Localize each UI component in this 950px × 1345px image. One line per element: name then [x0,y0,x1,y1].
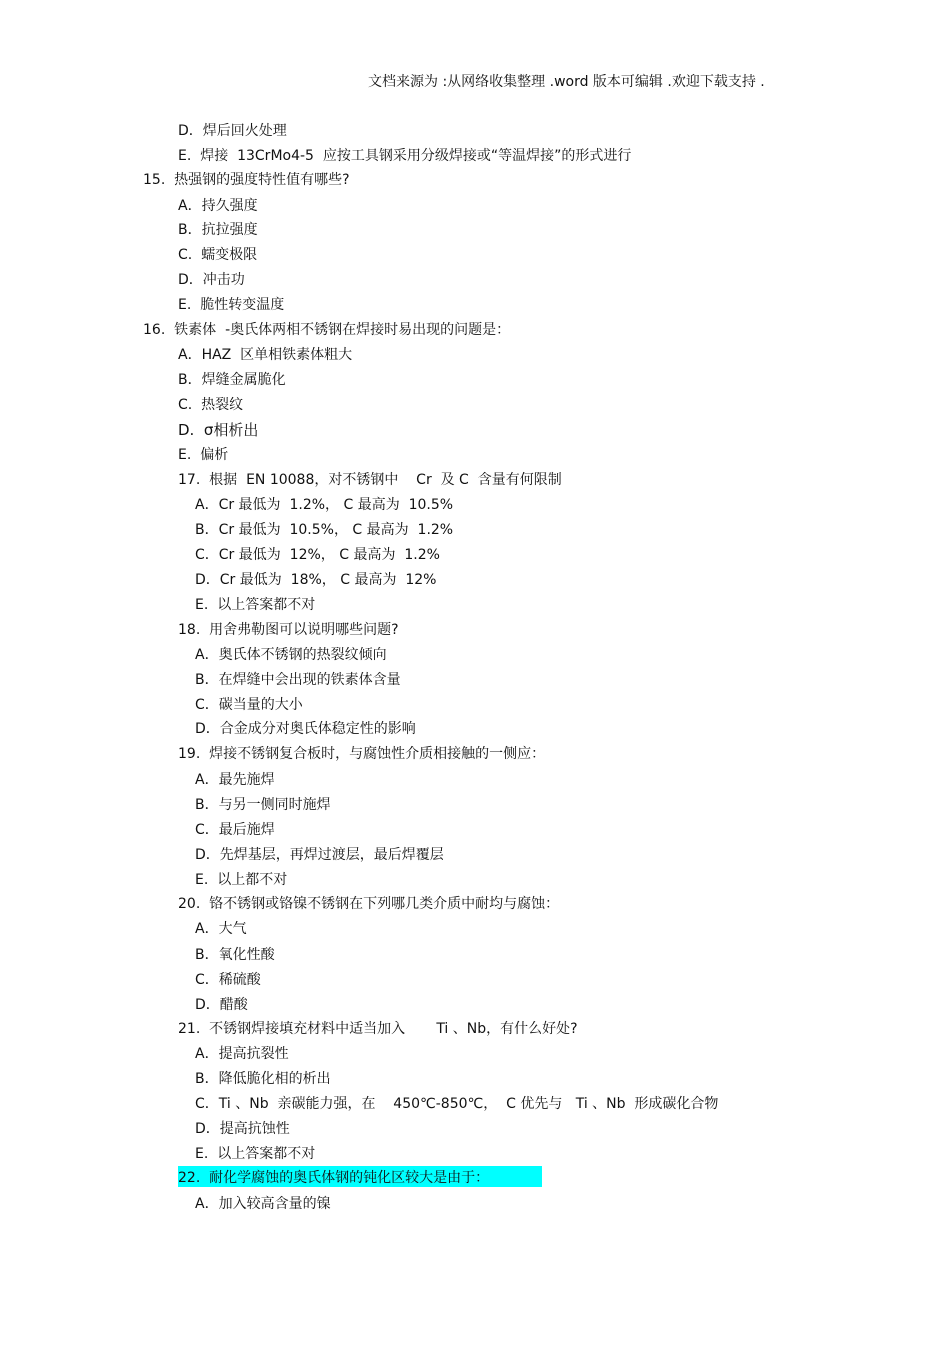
option-line: D．冲击功 [178,272,245,288]
question-line: 17. 根据 EN 10088，对不锈钢中 Cr 及 C 含量有何限制 [178,472,562,488]
option-line: C．最后施焊 [195,822,275,838]
question-line: 21. 不锈钢焊接填充材料中适当加入 Ti 、Nb，有什么好处? [178,1021,578,1037]
highlighted-question-line: 22. 耐化学腐蚀的奥氏体钢的钝化区较大是由于： [178,1170,490,1186]
option-line: B．抗拉强度 [178,222,258,238]
option-line: B．在焊缝中会出现的铁素体含量 [195,672,401,688]
option-line: E. 以上都不对 [195,872,288,888]
question-line: 20. 铬不锈钢或铬镍不锈钢在下列哪几类介质中耐均与腐蚀： [178,896,560,912]
option-line: D．醋酸 [195,997,248,1013]
option-line: B．Cr 最低为 10.5%， C 最高为 1.2% [195,522,454,538]
option-line: E. 以上答案都不对 [195,1146,316,1162]
option-line: D．焊后回火处理 [178,123,287,139]
option-line: D．合金成分对奥氏体稳定性的影响 [195,721,416,737]
option-line: A．最先施焊 [195,772,275,788]
option-line: E. 焊接 13CrMo4-5 应按工具钢采用分级焊接或“等温焊接”的形式进行 [178,148,632,164]
option-line: D．Cr 最低为 18%， C 最高为 12% [195,572,437,588]
option-line: A．加入较高含量的镍 [195,1196,331,1212]
question-line: 19. 焊接不锈钢复合板时，与腐蚀性介质相接触的一侧应： [178,746,546,762]
option-line: E. 偏析 [178,447,229,463]
option-line: A．奥氏体不锈钢的热裂纹倾向 [195,647,387,663]
option-line: C. 热裂纹 [178,397,244,413]
option-line: B．降低脆化相的析出 [195,1071,331,1087]
option-line: C．Ti 、Nb 亲碳能力强，在 450℃-850℃， C 优先与 Ti 、Nb 形成碳化合物 [195,1096,719,1112]
option-line: C．Cr 最低为 12%， C 最高为 1.2% [195,547,440,563]
option-line: A．大气 [195,921,247,937]
option-line: B．与另一侧同时施焊 [195,797,331,813]
option-line: C. 蠕变极限 [178,247,258,263]
question-line: 16. 铁素体 -奥氏体两相不锈钢在焊接时易出现的问题是： [143,322,511,338]
option-line: B．氧化性酸 [195,947,275,963]
option-line: A．Cr 最低为 1.2%， C 最高为 10.5% [195,497,454,513]
option-line: A．持久强度 [178,198,258,214]
option-line: C．稀硫酸 [195,972,261,988]
option-line: D. σ相析出 [178,421,259,439]
option-line: E. 脆性转变温度 [178,297,285,313]
option-line: A．HAZ 区单相铁素体粗大 [178,347,353,363]
option-line: C．碳当量的大小 [195,697,303,713]
question-line: 18. 用舍弗勒图可以说明哪些问题? [178,622,399,638]
option-line: A．提高抗裂性 [195,1046,289,1062]
option-line: B．焊缝金属脆化 [178,372,286,388]
option-line: D．提高抗蚀性 [195,1121,290,1137]
question-line: 15. 热强钢的强度特性值有哪些? [143,172,350,188]
option-line: D．先焊基层，再焊过渡层，最后焊覆层 [195,847,444,863]
page-header: 文档来源为 :从网络收集整理 .word 版本可编辑 .欢迎下载支持 . [368,74,765,90]
option-line: E. 以上答案都不对 [195,597,316,613]
